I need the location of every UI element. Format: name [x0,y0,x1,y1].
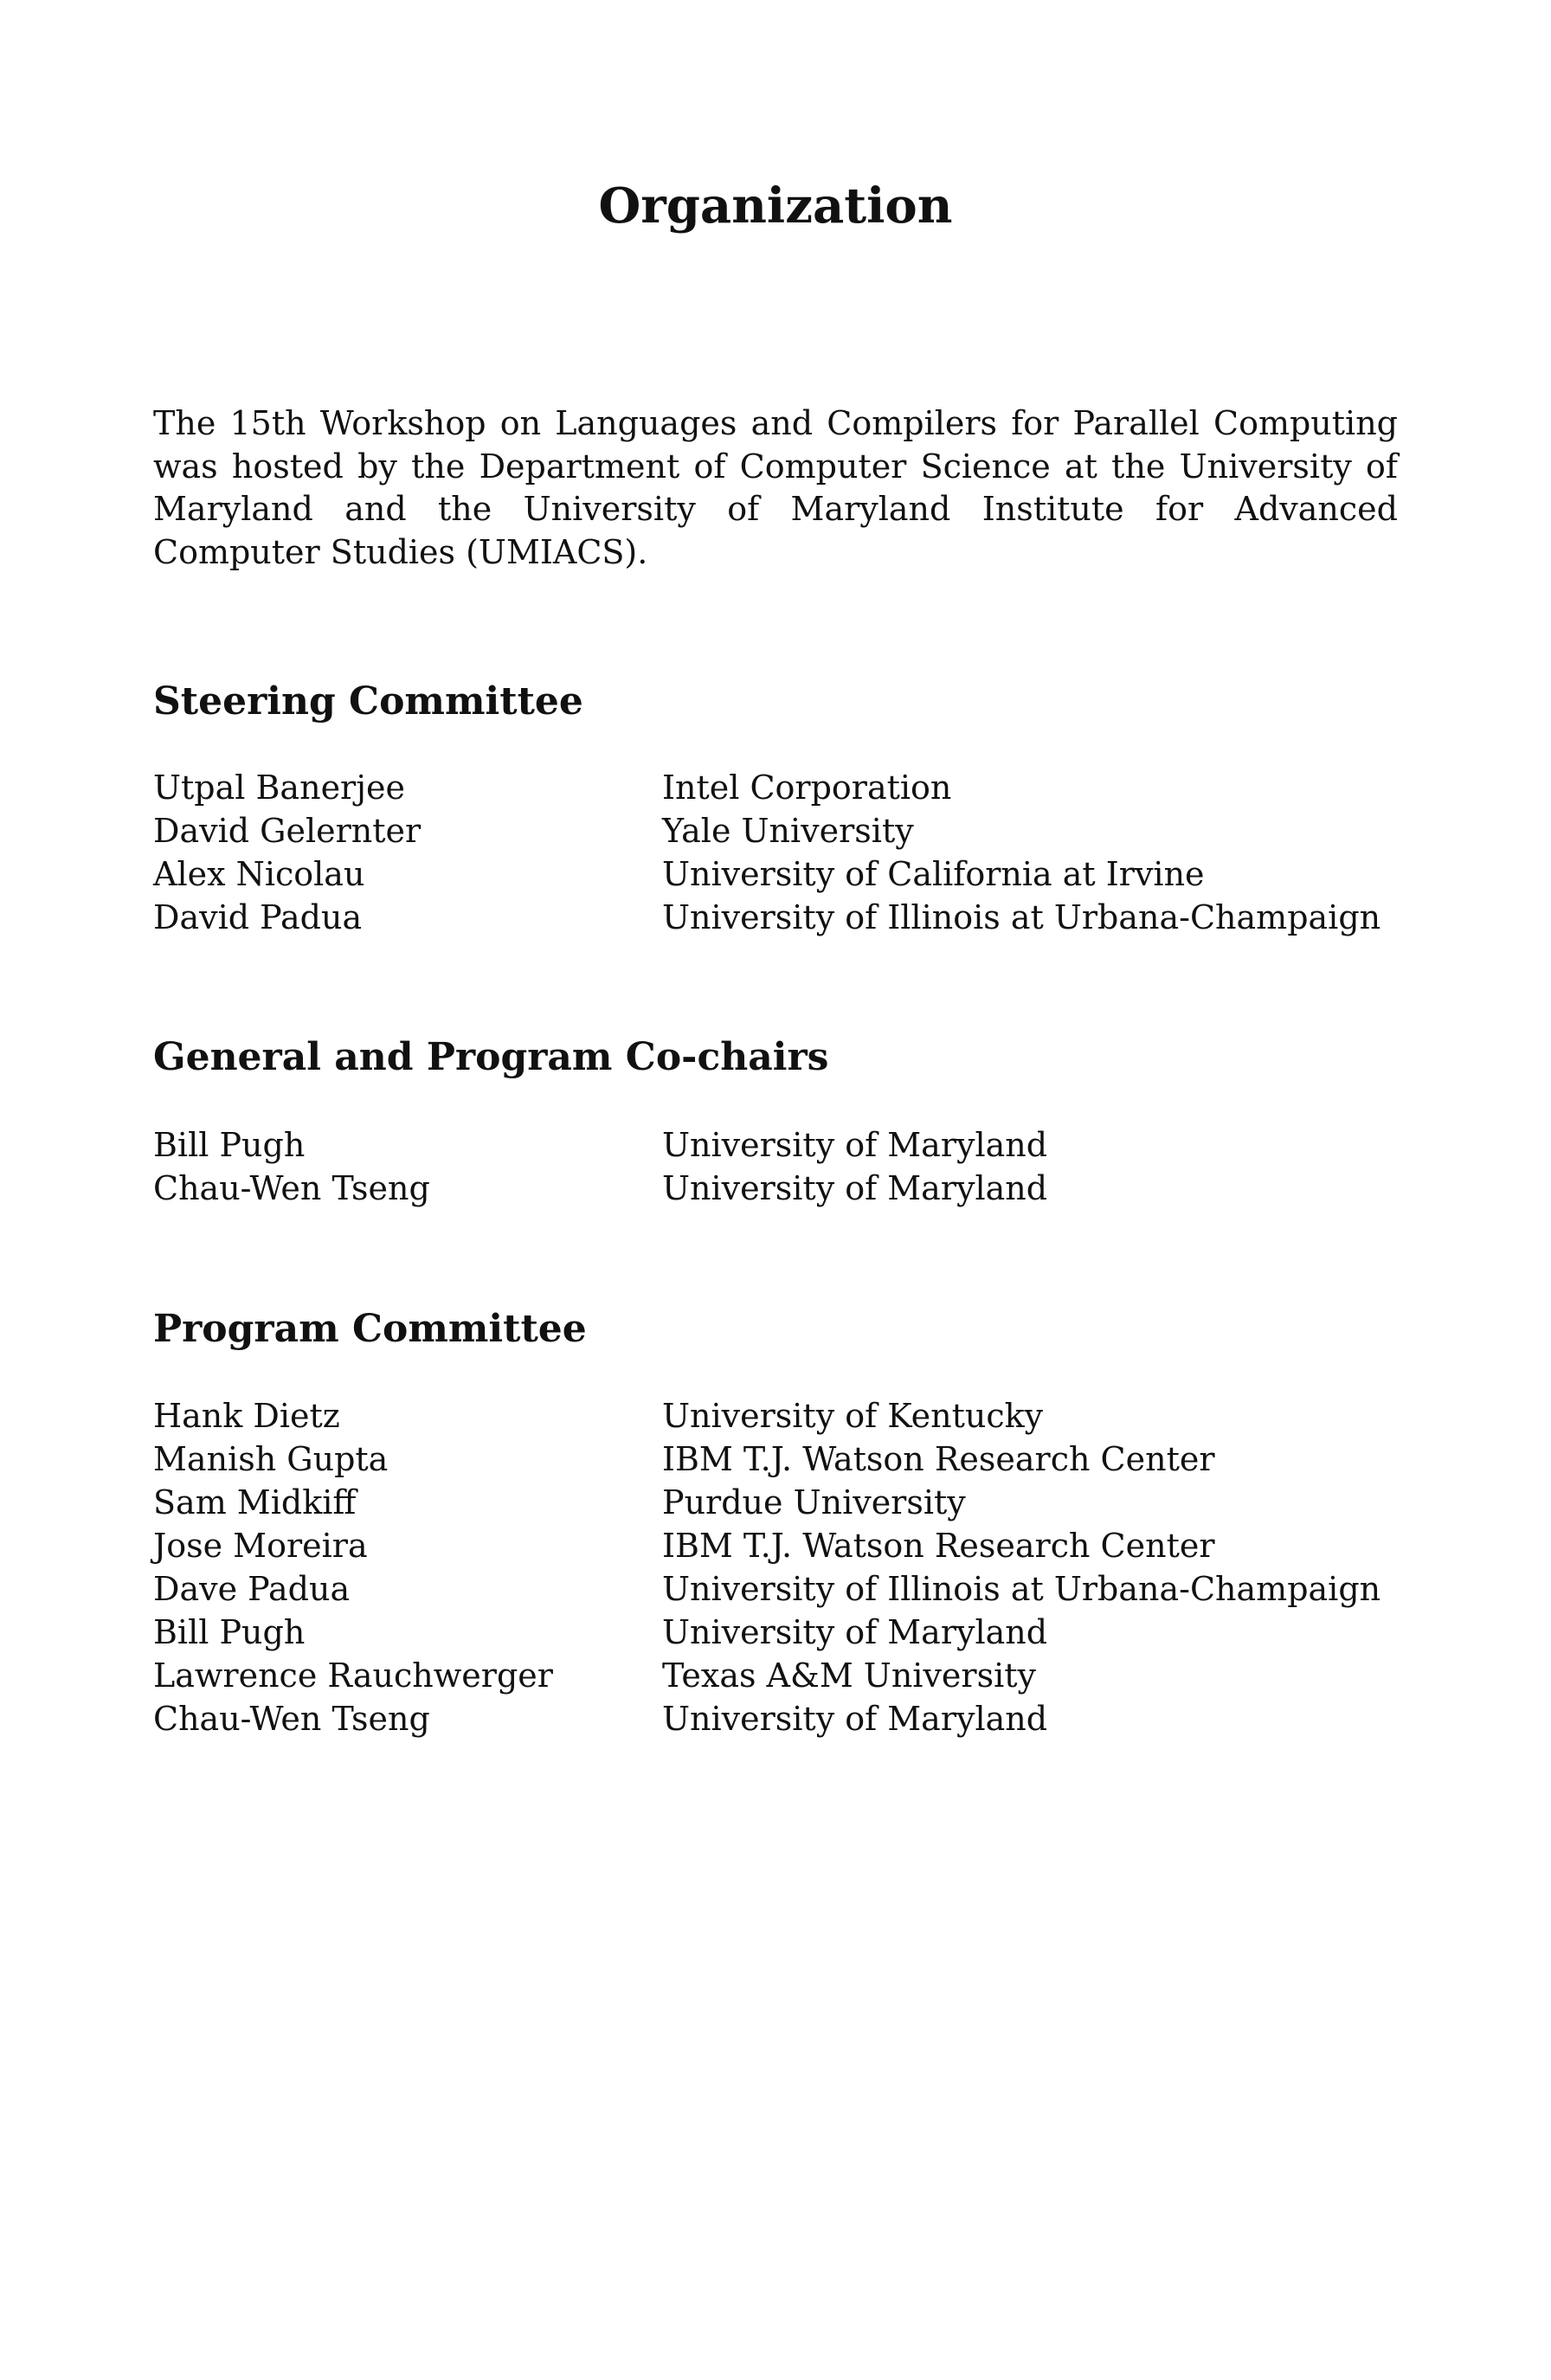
section-heading: General and Program Co-chairs [153,1035,829,1079]
member-list [153,1123,1047,1210]
member-row [153,1123,1047,1167]
member-name: Alex Nicolau [153,855,365,893]
member-affiliation: University of Maryland [662,1613,1048,1651]
member-name: Bill Pugh [153,1613,306,1651]
member-affiliation: IBM T.J. Watson Research Center [662,1527,1215,1565]
member-affiliation: Intel Corporation [662,769,952,807]
member-affiliation: University of California at Irvine [662,855,1205,893]
member-name: Sam Midkiff [153,1483,357,1521]
member-row [153,809,1380,852]
member-affiliation: University of Illinois at Urbana-Champaign [662,898,1381,936]
member-affiliation: Purdue University [662,1483,966,1521]
member-row [153,1438,1380,1481]
member-name: Manish Gupta [153,1440,389,1478]
member-row [153,1567,1380,1611]
member-affiliation: University of Kentucky [662,1397,1044,1435]
intro-paragraph: The 15th Workshop on Languages and Compilers for Parallel Computing was hosted by the Department of Computer Science at the University of Maryland and the University of Maryland Institute for Advanced Computer Studies (UMIACS). [153,404,1398,571]
section-heading: Program Committee [153,1307,587,1351]
member-name: David Gelernter [153,812,422,850]
member-list [153,1394,1380,1740]
member-row [153,1697,1380,1740]
member-row [153,1167,1047,1210]
member-name: Utpal Banerjee [153,769,405,807]
member-row [153,1481,1380,1524]
member-affiliation: University of Maryland [662,1126,1048,1164]
member-name: Dave Padua [153,1570,351,1608]
member-affiliation: Texas A&M University [662,1656,1036,1695]
member-affiliation: IBM T.J. Watson Research Center [662,1440,1215,1478]
page-title: Organization [598,177,953,235]
member-row [153,1654,1380,1697]
section-heading: Steering Committee [153,679,583,724]
member-name: Chau-Wen Tseng [153,1169,430,1207]
member-name: Chau-Wen Tseng [153,1700,430,1738]
member-name: David Padua [153,898,363,936]
member-affiliation: University of Maryland [662,1700,1048,1738]
member-affiliation: University of Maryland [662,1169,1048,1207]
member-list [153,766,1380,939]
member-affiliation: Yale University [662,812,914,850]
member-affiliation: University of Illinois at Urbana-Champaign [662,1570,1381,1608]
member-name: Hank Dietz [153,1397,340,1435]
member-name: Lawrence Rauchwerger [153,1656,553,1695]
member-row [153,852,1380,896]
member-row [153,1524,1380,1567]
member-row [153,1611,1380,1654]
member-row [153,766,1380,809]
member-row [153,896,1380,939]
member-name: Jose Moreira [153,1527,368,1565]
member-row [153,1394,1380,1438]
member-name: Bill Pugh [153,1126,306,1164]
